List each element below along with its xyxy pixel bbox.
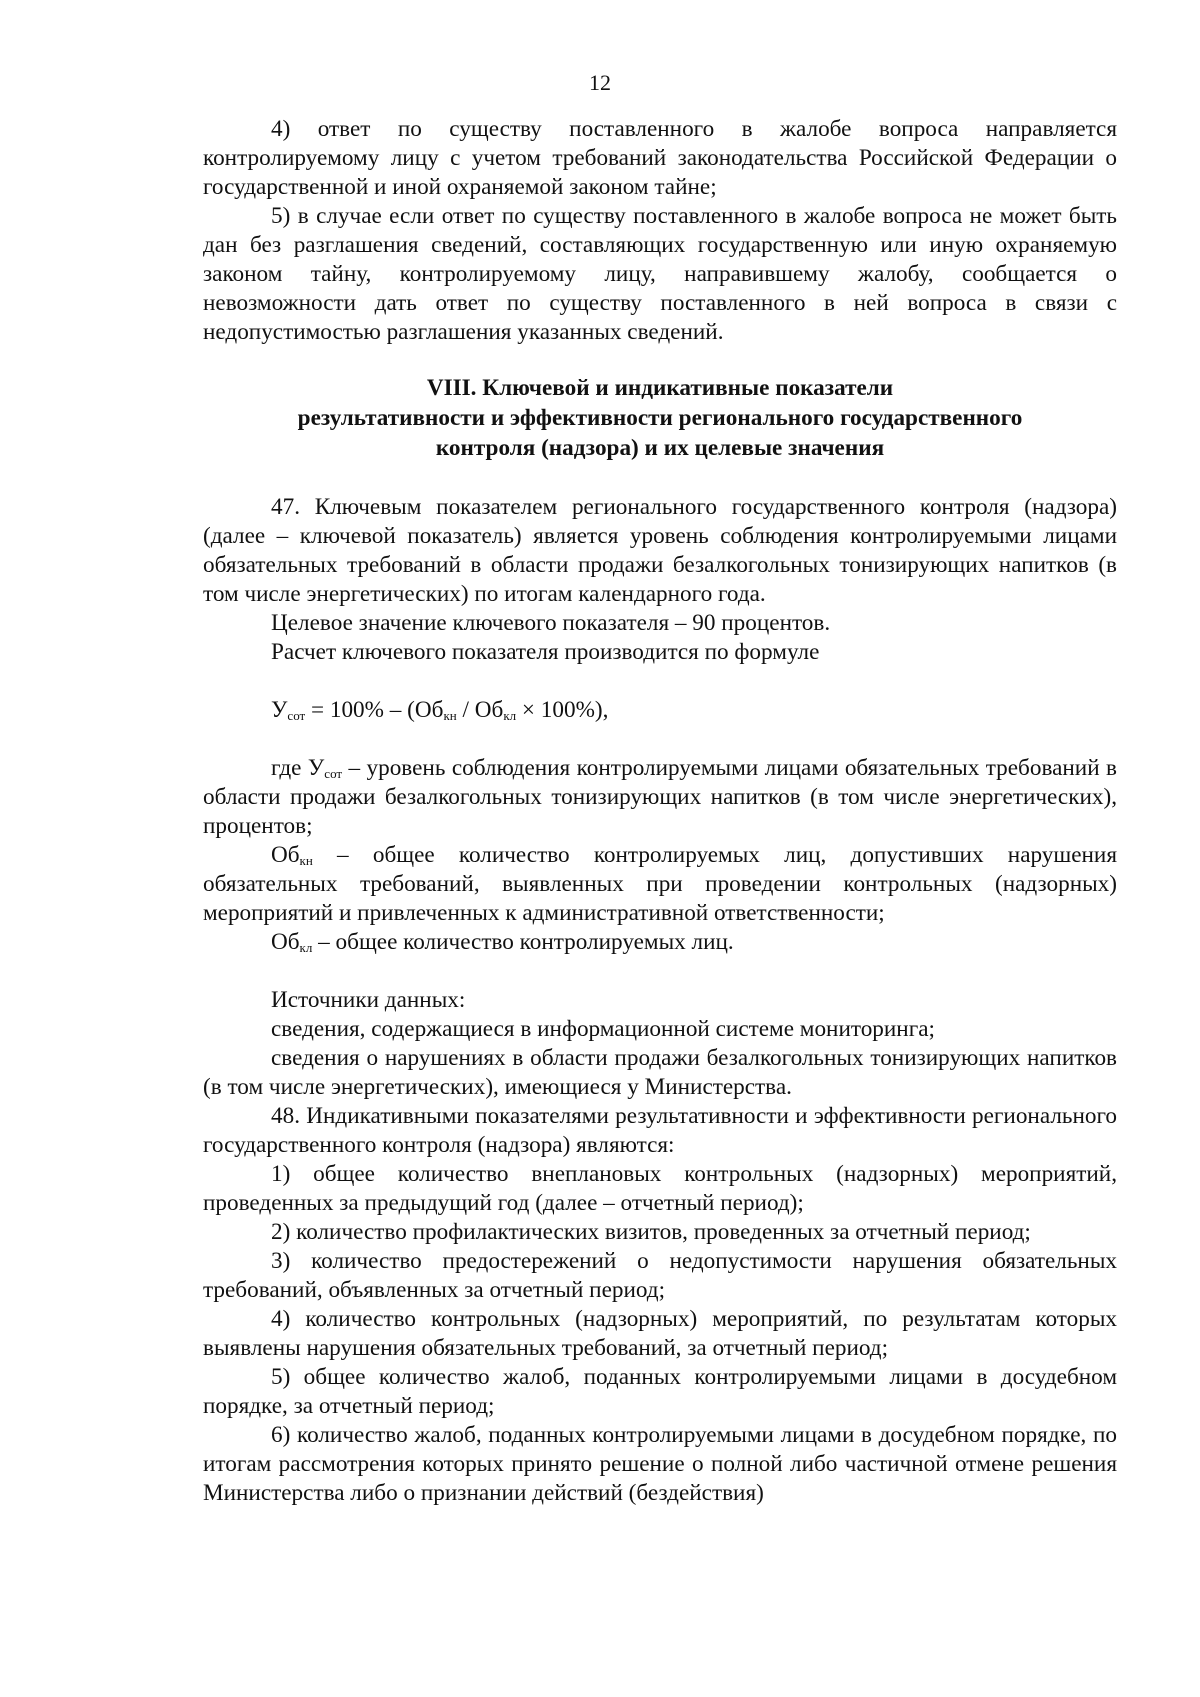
sources-title: Источники данных: (271, 987, 466, 1013)
section-heading-line-3: контроля (надзора) и их целевые значения (435, 435, 885, 461)
definition-kn (203, 841, 1117, 928)
formula-kl-sub: кл (503, 708, 517, 723)
formula-intro: Расчет ключевого показателя производится по формуле (271, 639, 820, 665)
definition-y-text: – уровень соблюдения контролируемыми лицами обязательных требований в области продажи безалкогольных тонизирующих напитков (в том числе энергетических), процентов; (203, 755, 1117, 839)
definition-kl-text: – общее количество контролируемых лиц. (312, 929, 734, 955)
indicator-item: 3) количество предостережений о недопустимости нарушения обязательных требований, объявленных за отчетный период; (203, 1248, 1117, 1303)
definition-kn-prefix: Об (271, 842, 300, 868)
section-heading (203, 373, 1117, 463)
target-value: Целевое значение ключевого показателя – 90 процентов. (271, 610, 831, 636)
formula-part-2: / Об (456, 697, 504, 723)
spacer (203, 957, 1117, 986)
definition-y-sub: сот (324, 766, 343, 781)
formula (271, 696, 1117, 725)
indicator-item: 4) количество контрольных (надзорных) мероприятий, по результатам которых выявлены нарушения обязательных требований, за отчетный период; (203, 1306, 1117, 1361)
formula-y: У (271, 697, 288, 723)
definition-kl-sub: кл (299, 940, 313, 955)
paragraph-4: 4) ответ по существу поставленного в жалобе вопроса направляется контролируемому лицу с учетом требований законодательства Российской Федерации о государственной и иной охраняемой законом тайне; (203, 116, 1117, 200)
formula-part-1: = 100% – (Об (305, 697, 444, 723)
definition-kl-prefix: Об (271, 929, 300, 955)
definition-kn-text: – общее количество контролируемых лиц, допустивших нарушения обязательных требований, выявленных при проведении контрольных (надзорных) мероприятий и привлеченных к административной ответственности; (203, 842, 1117, 926)
indicator-item: 5) общее количество жалоб, поданных контролируемыми лицами в досудебном порядке, за отчетный период; (203, 1364, 1117, 1419)
section-heading-line-1: VIII. Ключевой и индикативные показатели (426, 375, 894, 401)
source-2: сведения о нарушениях в области продажи безалкогольных тонизирующих напитков (в том числе энергетических), имеющиеся у Министерства. (203, 1045, 1117, 1100)
indicator-item: 2) количество профилактических визитов, проведенных за отчетный период; (271, 1219, 1031, 1245)
indicator-item: 1) общее количество внеплановых контрольных (надзорных) мероприятий, проведенных за предыдущий год (далее – отчетный период); (203, 1161, 1117, 1216)
definition-y-prefix: где У (271, 755, 325, 781)
source-1: сведения, содержащиеся в информационной системе мониторинга; (271, 1016, 935, 1042)
section-heading-line-2: результативности и эффективности регионального государственного (297, 405, 1023, 431)
formula-part-3: × 100%), (516, 697, 609, 723)
document-body (203, 115, 1117, 1508)
paragraph-5: 5) в случае если ответ по существу поставленного в жалобе вопроса не может быть дан без разглашения сведений, составляющих государственную или иную охраняемую законом тайну, контролируемому лицу, направившему жалобу, сообщается о невозможности дать ответ по существу поставленного в ней вопроса в связи с недопустимостью разглашения указанных сведений. (203, 203, 1117, 345)
paragraph-48: 48. Индикативными показателями результативности и эффективности регионального государственного контроля (надзора) являются: (203, 1103, 1117, 1158)
definition-kn-sub: кн (299, 853, 313, 868)
definition-y (203, 754, 1117, 841)
page-number: 12 (589, 70, 611, 95)
paragraph-47: 47. Ключевым показателем регионального государственного контроля (надзора) (далее – ключевой показатель) является уровень соблюдения контролируемыми лицами обязательных требований в области продажи безалкогольных тонизирующих напитков (в том числе энергетических) по итогам календарного года. (203, 494, 1117, 607)
indicator-item: 6) количество жалоб, поданных контролируемыми лицами в досудебном порядке, по итогам рассмотрения которых принято решение о полной либо частичной отмене решения Министерства либо о признании действий (бездействия) (203, 1422, 1117, 1506)
definition-kl (203, 928, 1117, 957)
formula-kn-sub: кн (443, 708, 457, 723)
formula-y-sub: сот (287, 708, 306, 723)
